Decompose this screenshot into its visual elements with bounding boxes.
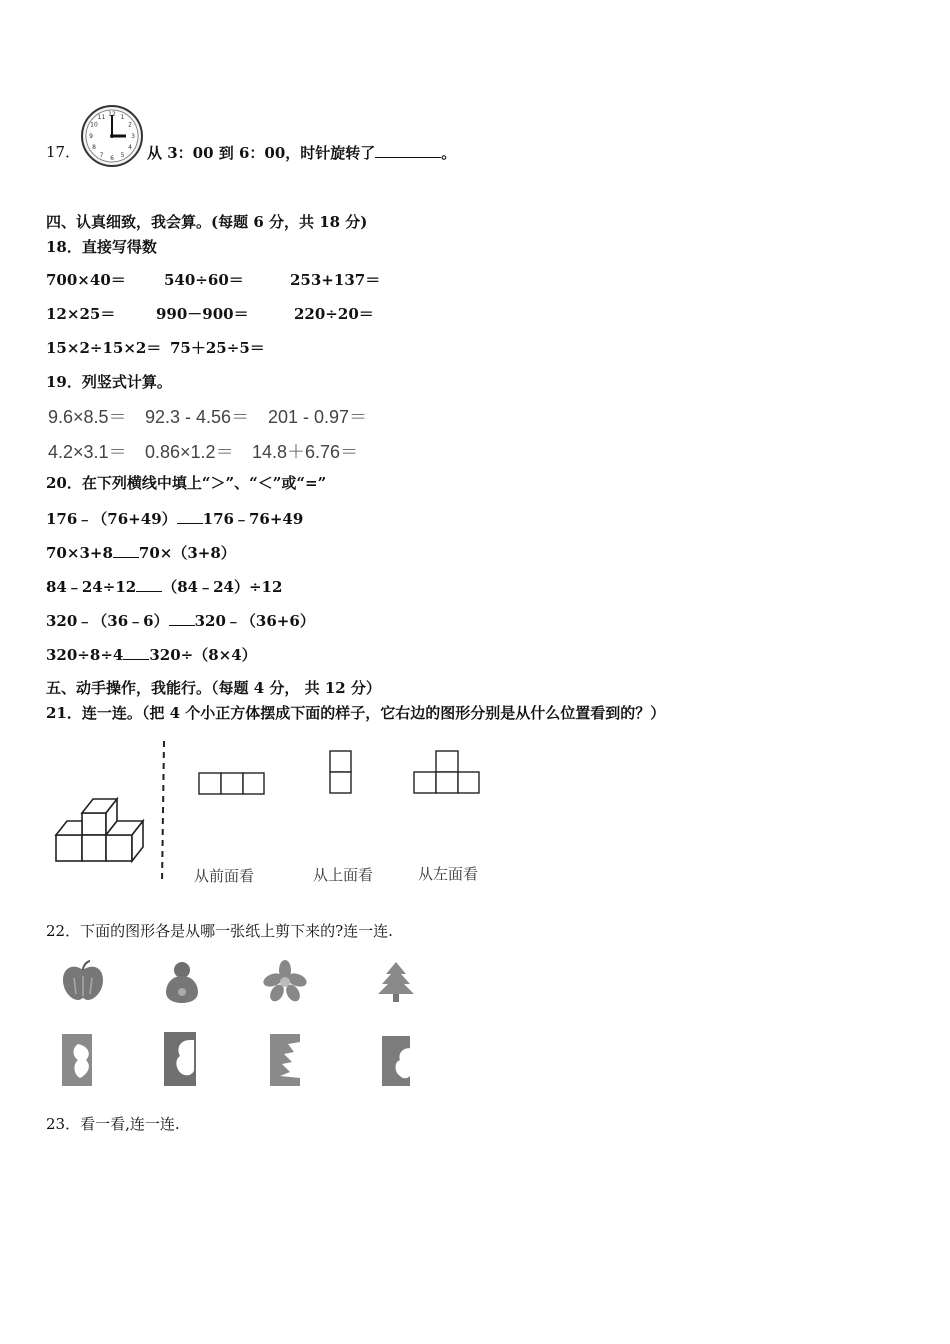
q17-text-line bbox=[147, 142, 456, 163]
svg-text:7: 7 bbox=[99, 152, 104, 159]
q18-item: 220÷20＝ bbox=[294, 305, 374, 323]
q19-item: 9.6×8.5＝ bbox=[48, 407, 127, 427]
q18-item: 12×25＝ bbox=[46, 305, 116, 323]
q17-answer-blank[interactable] bbox=[375, 142, 441, 158]
clock-icon bbox=[80, 104, 144, 168]
svg-text:5: 5 bbox=[120, 152, 125, 159]
q19-item: 14.8＋6.76＝ bbox=[252, 442, 359, 462]
q20-item: 84﹣24÷12 （84﹣24）÷12 bbox=[46, 578, 283, 596]
q20-answer-blank[interactable] bbox=[136, 576, 162, 592]
q21-caption-top: 从上面看 bbox=[313, 866, 374, 884]
q23-title: 23．看一看,连一连. bbox=[46, 1115, 180, 1133]
q20-item: 70×3+8 70×（3+8） bbox=[46, 544, 236, 562]
apple-shape-icon bbox=[60, 960, 106, 1002]
svg-text:9: 9 bbox=[89, 133, 93, 140]
q20-item: 176﹣（76+49） 176﹣76+49 bbox=[46, 510, 304, 528]
paper-cutout-icon bbox=[378, 1034, 414, 1088]
tree-shape-icon bbox=[374, 960, 418, 1004]
svg-text:8: 8 bbox=[92, 144, 96, 151]
svg-text:2: 2 bbox=[128, 121, 132, 129]
svg-text:10: 10 bbox=[90, 121, 98, 129]
paper-cutout-icon bbox=[160, 1030, 200, 1088]
flower-shape-icon bbox=[262, 960, 308, 1002]
paper-cutout-icon bbox=[58, 1032, 98, 1088]
q18-item: 15×2÷15×2＝ bbox=[46, 339, 162, 357]
paper-cutout-icon bbox=[266, 1032, 306, 1088]
q18-title: 18．直接写得数 bbox=[46, 238, 157, 256]
q19-title: 19．列竖式计算。 bbox=[46, 373, 172, 391]
svg-text:1: 1 bbox=[120, 114, 125, 121]
q19-item: 4.2×3.1＝ bbox=[48, 442, 127, 462]
svg-text:6: 6 bbox=[110, 155, 114, 162]
q19-item: 201 - 0.97＝ bbox=[268, 407, 368, 427]
q20-answer-blank[interactable] bbox=[169, 610, 195, 626]
q20-answer-blank[interactable] bbox=[177, 508, 203, 524]
q18-item: 75＋25÷5＝ bbox=[170, 339, 265, 357]
q17-text: 从 3：00 到 6：00，时针旋转了 bbox=[147, 144, 376, 162]
q20-item: 320÷8÷4 320÷（8×4） bbox=[46, 646, 257, 664]
q21-caption-front: 从前面看 bbox=[194, 867, 255, 885]
q18-item: 700×40＝ bbox=[46, 271, 126, 289]
q21-caption-left: 从左面看 bbox=[418, 865, 479, 883]
q17-line bbox=[46, 142, 80, 162]
q17-end: 。 bbox=[441, 144, 457, 162]
q19-item: 0.86×1.2＝ bbox=[145, 442, 234, 462]
q21-title: 21．连一连。（把 4 个小正方体摆成下面的样子，它右边的图形分别是从什么位置看到的？） bbox=[46, 704, 666, 722]
svg-text:3: 3 bbox=[131, 133, 135, 140]
q20-answer-blank[interactable] bbox=[113, 542, 139, 558]
svg-text:11: 11 bbox=[97, 114, 106, 121]
section5-title: 五、动手操作，我能行。（每题 4 分， 共 12 分） bbox=[46, 679, 381, 697]
q17-number: 17． bbox=[46, 143, 81, 161]
svg-text:4: 4 bbox=[128, 144, 132, 151]
gourd-shape-icon bbox=[164, 958, 200, 1004]
q19-item: 92.3 - 4.56＝ bbox=[145, 407, 250, 427]
q20-item: 320﹣（36﹣6） 320﹣（36+6） bbox=[46, 612, 315, 630]
q20-title: 20．在下列横线中填上“＞”、“＜”或“=” bbox=[46, 474, 327, 492]
q18-item: 253+137＝ bbox=[290, 271, 381, 289]
section4-title: 四、认真细致，我会算。(每题 6 分，共 18 分) bbox=[46, 213, 368, 231]
q18-item: 540÷60＝ bbox=[164, 271, 244, 289]
q20-answer-blank[interactable] bbox=[123, 644, 149, 660]
svg-text:12: 12 bbox=[108, 111, 116, 118]
q22-title: 22．下面的图形各是从哪一张纸上剪下来的?连一连. bbox=[46, 922, 393, 940]
q18-item: 990－900＝ bbox=[156, 305, 249, 323]
